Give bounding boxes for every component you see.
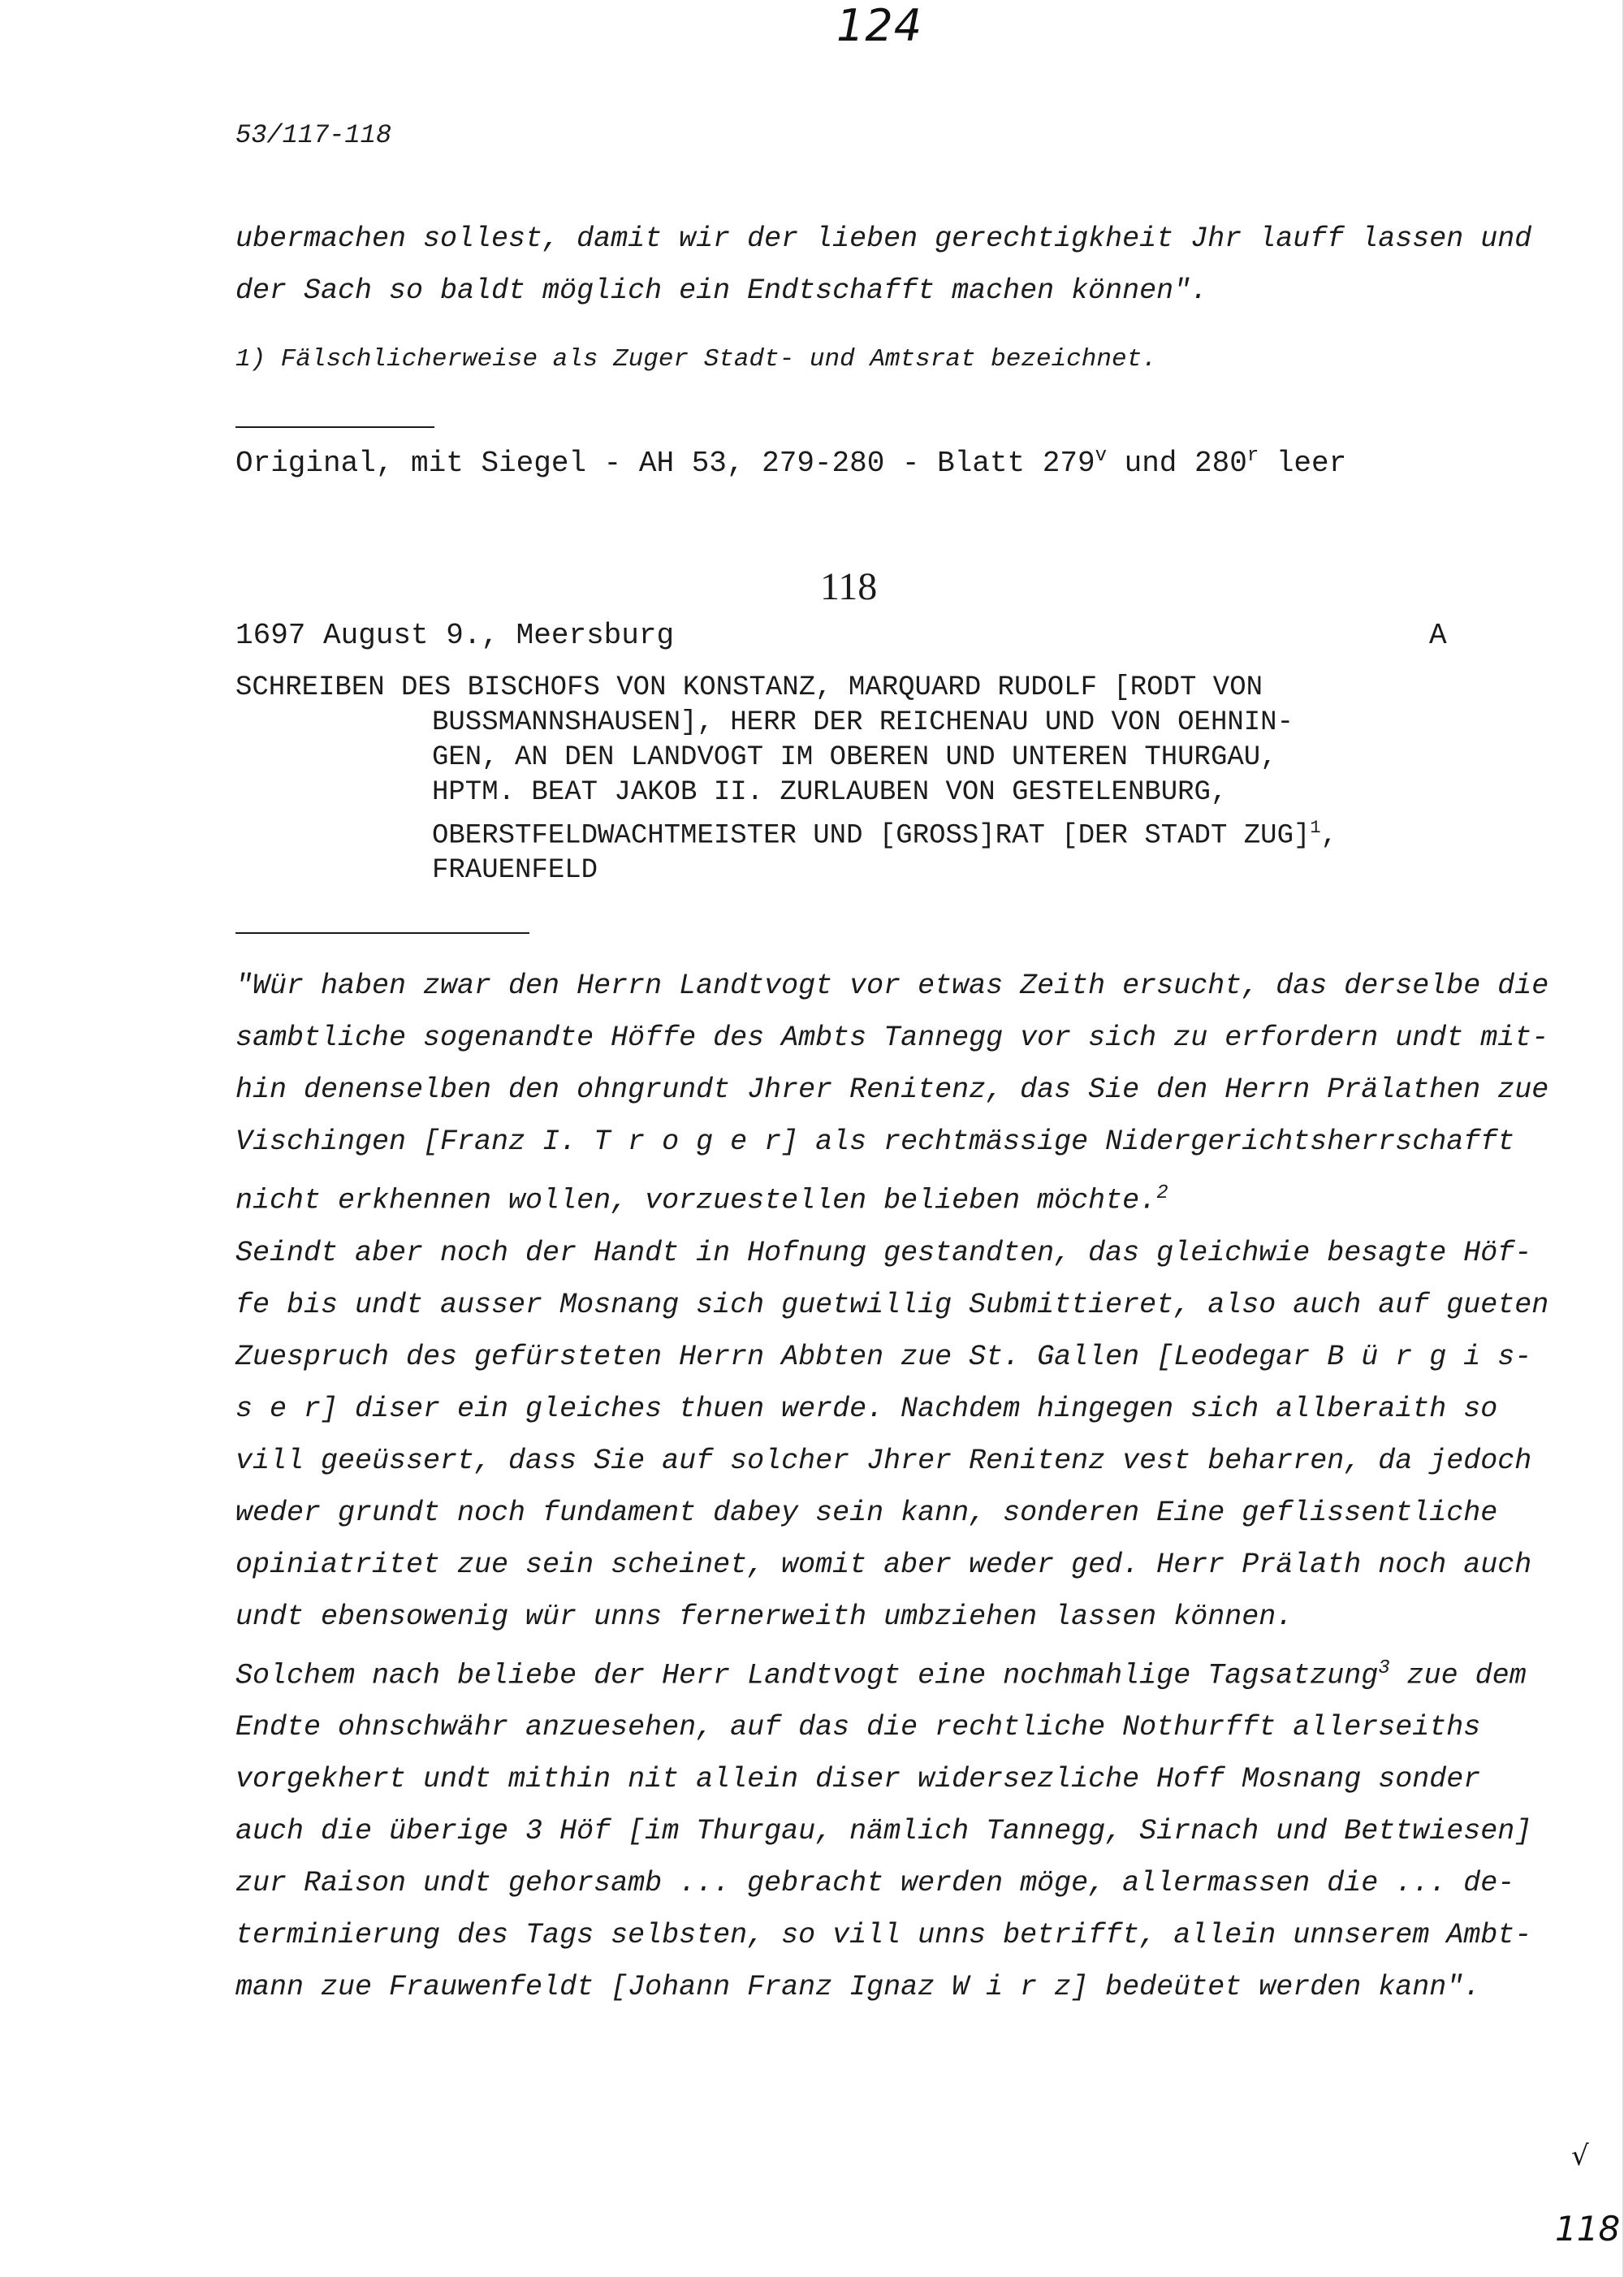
heading-line: BUSSMANNSHAUSEN], HERR DER REICHENAU UND VON OEHNIN-	[432, 707, 1294, 738]
body-line: hin denenselben den ohngrundt Jhrer Renitenz, das Sie den Herrn Prälathen zue	[235, 1074, 1549, 1106]
separator-rule	[235, 932, 529, 934]
heading-line-1: SCHREIBEN DES BISCHOFS VON KONSTANZ, MARQUARD RUDOLF [RODT VON	[235, 672, 1263, 703]
footnote-ref-3: 3	[1378, 1657, 1390, 1679]
heading-continuation	[432, 706, 1337, 888]
document-number: 118	[820, 565, 878, 608]
continuation-text	[235, 213, 1531, 317]
body-line: opiniatritet zue sein scheinet, womit aber weder ged. Herr Prälath noch auch	[235, 1548, 1532, 1581]
body-line: terminierung des Tags selbsten, so vill unns betrifft, allein unnserem Ambt-	[235, 1919, 1532, 1952]
body-line: Vischingen [Franz I. T r o g e r] als rechtmässige Nidergerichtsherrschafft	[235, 1126, 1515, 1158]
footnote-ref-2: 2	[1156, 1182, 1168, 1204]
sup-verso: v	[1095, 445, 1107, 467]
dateline: 1697 August 9., Meersburg	[235, 619, 675, 652]
body-line: nicht erkhennen wollen, vorzuestellen belieben möchte.$^2$	[235, 1182, 1168, 1217]
continuation-line: der Sach so baldt möglich ein Endtschafft machen können".	[235, 274, 1208, 307]
footnote-ref-1: 1	[1310, 818, 1321, 838]
archive-reference: 53/117-118	[235, 120, 392, 150]
document-marker: A	[1429, 619, 1447, 652]
original-note: Original, mit Siegel - AH 53, 279-280 - Blatt 279$^v$ und 280$^r$ leer	[235, 445, 1347, 480]
body-line: vill geeüssert, dass Sie auf solcher Jhrer Renitenz vest beharren, da jedoch	[235, 1444, 1532, 1477]
body-line: auch die überige 3 Höf [im Thurgau, nämlich Tannegg, Sirnach und Bettwiesen]	[235, 1815, 1532, 1848]
separator-rule	[235, 426, 434, 428]
body-line: weder grundt noch fundament dabey sein kann, sonderen Eine geflissentliche	[235, 1496, 1498, 1529]
sup-recto: r	[1246, 445, 1259, 467]
handwritten-folio-number: 118	[1555, 2209, 1621, 2249]
body-line: vorgekhert undt mithin nit allein diser widersezliche Hoff Mosnang sonder	[235, 1763, 1481, 1796]
heading-line: HPTM. BEAT JAKOB II. ZURLAUBEN VON GESTELENBURG,	[432, 777, 1228, 808]
body-line: "Wür haben zwar den Herrn Landtvogt vor etwas Zeith ersucht, das derselbe die	[235, 970, 1549, 1002]
body-line: zur Raison undt gehorsamb ... gebracht werden möge, allermassen die ... de-	[235, 1867, 1515, 1900]
body-line: undt ebensowenig wür unns fernerweith umbziehen lassen können.	[235, 1600, 1294, 1633]
body-line: Endte ohnschwähr anzuesehen, auf das die rechtliche Nothurfft allerseiths	[235, 1711, 1481, 1744]
handwritten-page-number: 124	[836, 0, 923, 51]
body-line: s e r] diser ein gleiches thuen werde. Nachdem hingegen sich allberaith so	[235, 1392, 1498, 1425]
handwritten-check-mark: √	[1571, 2140, 1589, 2172]
heading-line: FRAUENFELD	[432, 855, 598, 887]
body-line: mann zue Frauwenfeldt [Johann Franz Ignaz W i r z] bedeütet werden kann".	[235, 1971, 1481, 2004]
heading-line: GEN, AN DEN LANDVOGT IM OBEREN UND UNTEREN THURGAU,	[432, 742, 1277, 773]
body-line: Seindt aber noch der Handt in Hofnung gestandten, das gleichwie besagte Höf-	[235, 1236, 1532, 1269]
body-line: Zuespruch des gefürsteten Herrn Abbten zue St. Gallen [Leodegar B ü r g i s-	[235, 1340, 1532, 1373]
footnote-1: 1) Fälschlicherweise als Zuger Stadt- und Amtsrat bezeichnet.	[235, 345, 1157, 374]
letter-body	[235, 960, 1548, 2013]
body-line: Solchem nach beliebe der Herr Landtvogt eine nochmahlige Tagsatzung$^3$ zue dem	[235, 1657, 1527, 1692]
body-line: sambtliche sogenandte Höffe des Ambts Tannegg vor sich zu erfordern undt mit-	[235, 1022, 1549, 1054]
heading-line: OBERSTFELDWACHTMEISTER UND [GROSS]RAT [DER STADT ZUG]$^1$,	[432, 818, 1337, 852]
body-line: fe bis undt ausser Mosnang sich guetwillig Submittieret, also auch auf gueten	[235, 1288, 1549, 1321]
continuation-line: ubermachen sollest, damit wir der lieben gerechtigkheit Jhr lauff lassen und	[235, 223, 1532, 255]
